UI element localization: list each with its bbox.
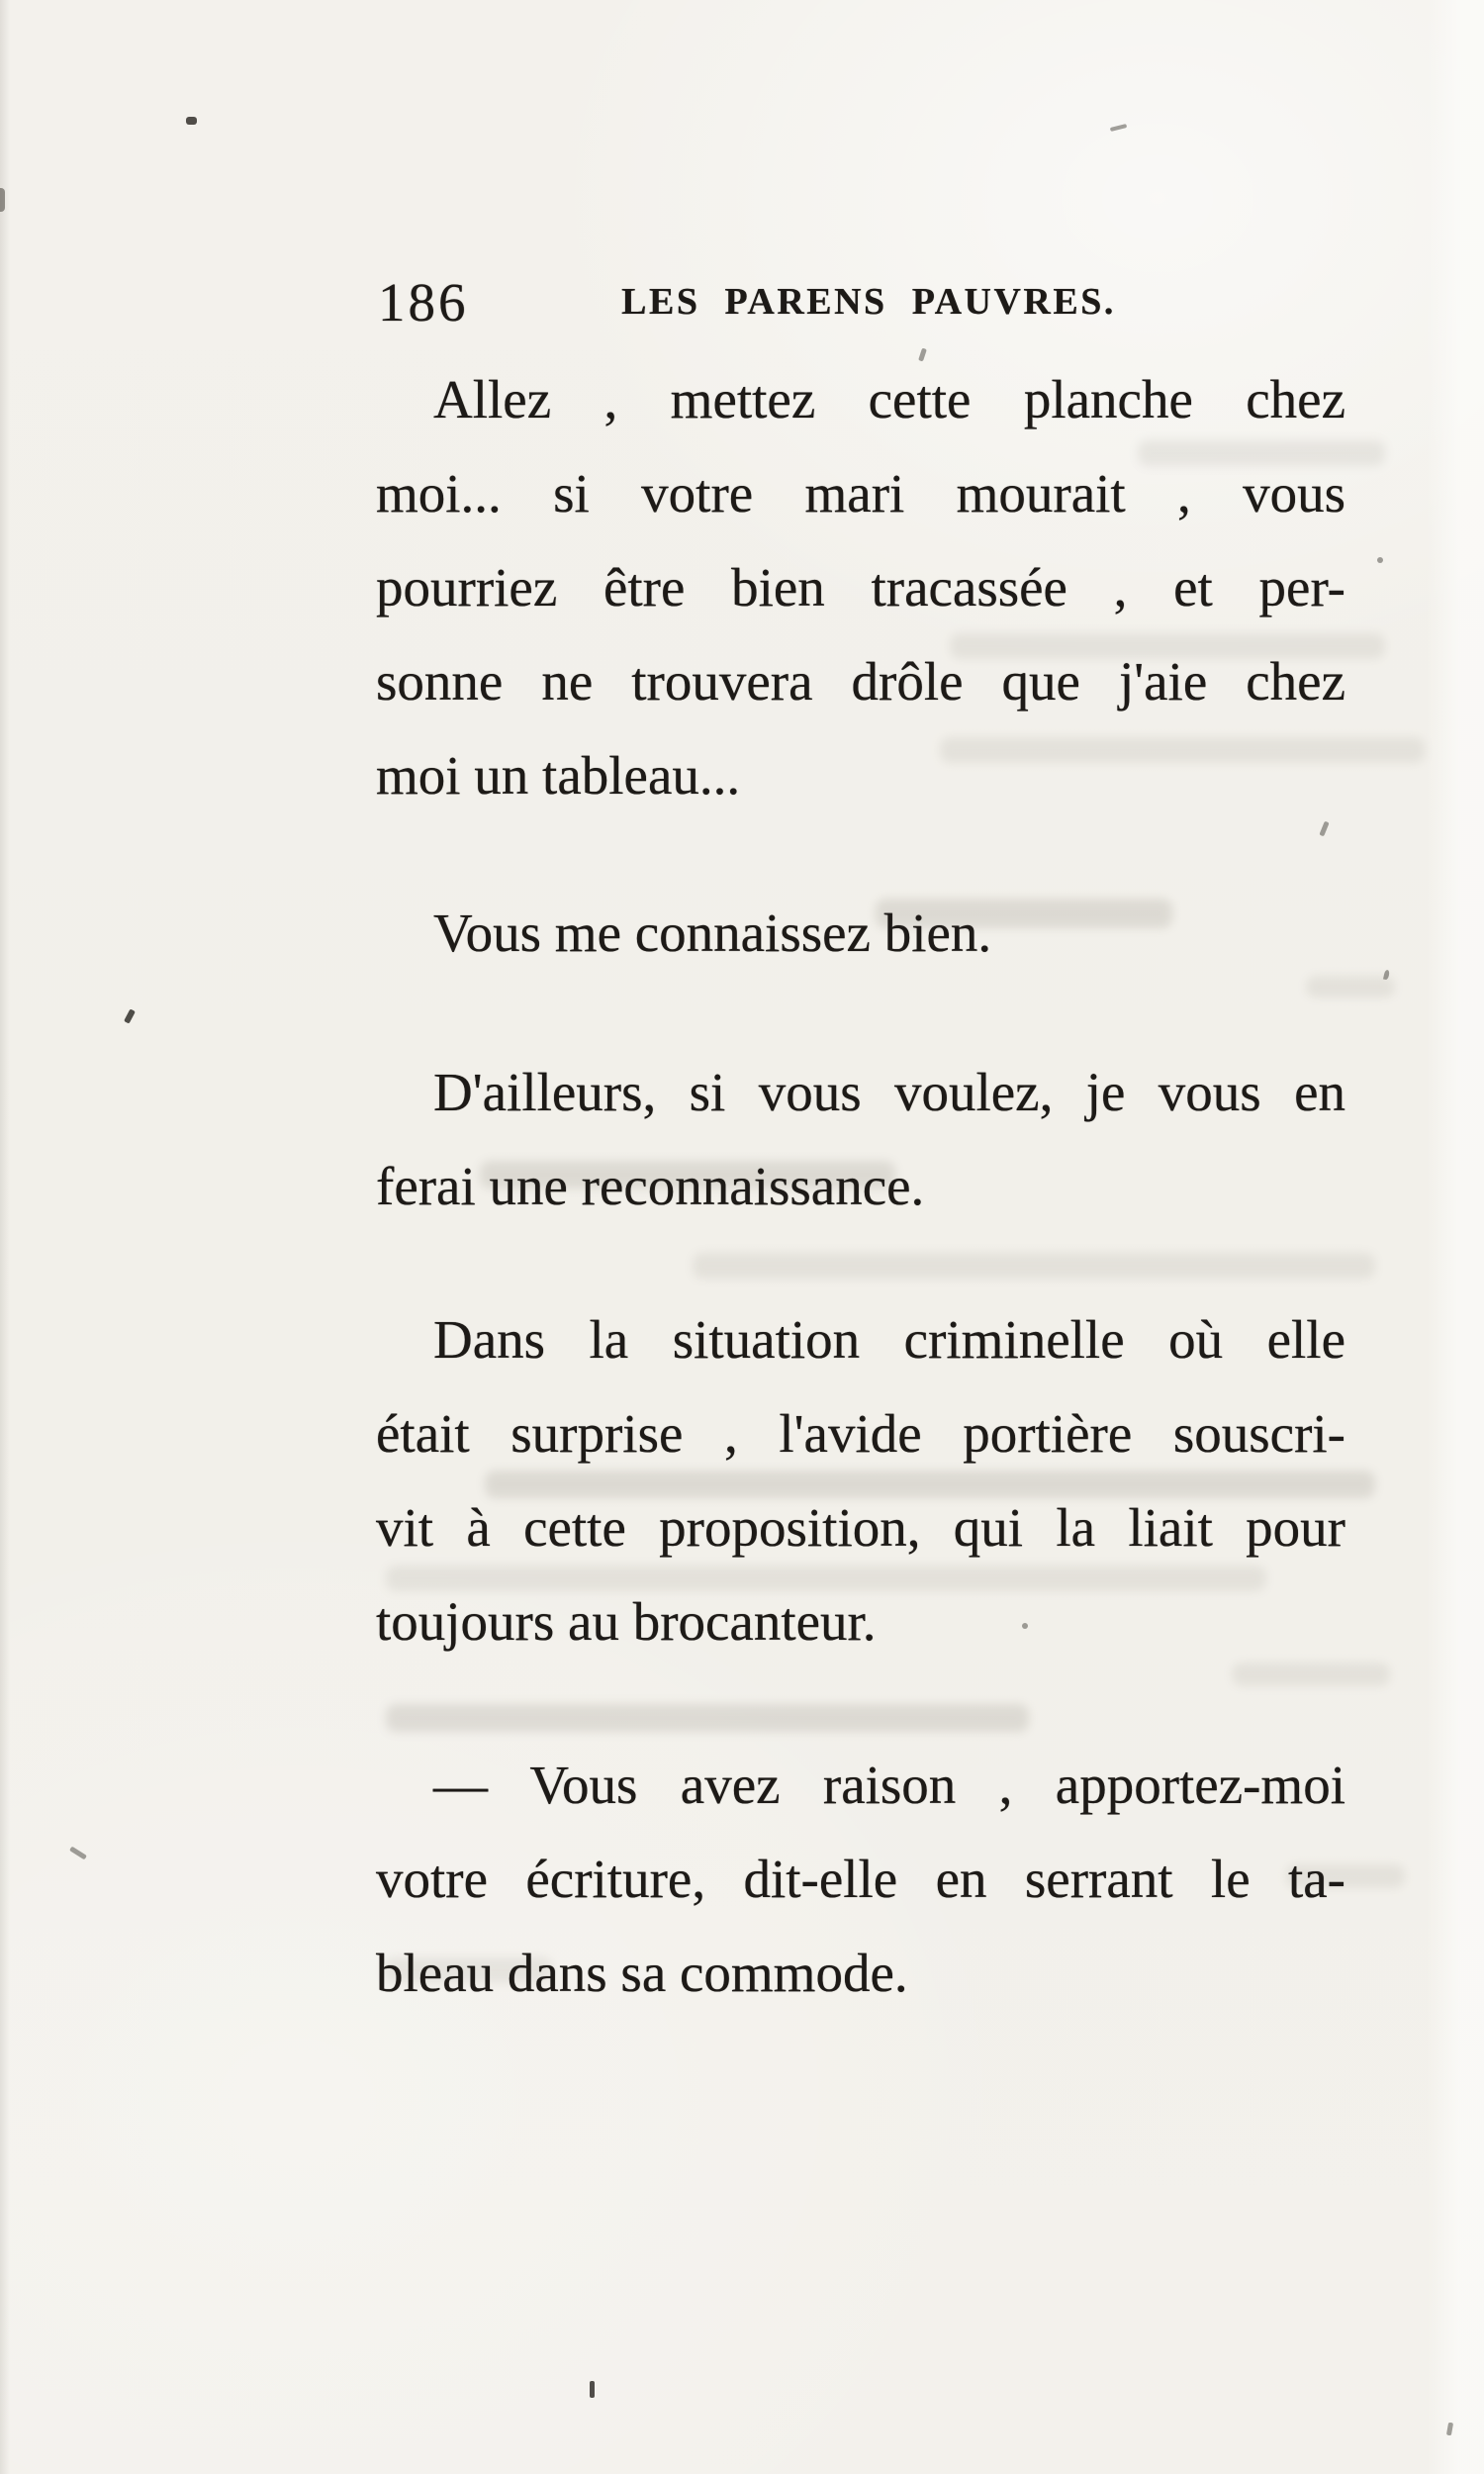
paragraph — [376, 1045, 1345, 1233]
paragraph — [376, 352, 1345, 822]
page-edge-highlight — [1427, 0, 1484, 2474]
scan-speck — [124, 1008, 136, 1023]
running-title: LES PARENS PAUVRES. — [621, 281, 1116, 323]
text-line: votre écriture, dit-elle en serrant le ta- — [376, 1849, 1345, 1909]
scan-speck — [1377, 557, 1383, 563]
page-edge-shadow — [0, 0, 10, 2474]
text-line: — Vous avez raison , apportez-moi — [433, 1755, 1345, 1815]
text-line: sonne ne trouvera drôle que j'aie chez — [376, 651, 1345, 712]
paragraph — [376, 886, 1345, 980]
text-line: moi... si votre mari mourait , vous — [376, 463, 1345, 523]
page-number: 186 — [378, 272, 469, 333]
text-line: moi un tableau... — [376, 745, 741, 806]
text-line: pourriez être bien tracassée , et per- — [376, 557, 1345, 618]
scan-edge-notch — [0, 188, 5, 212]
text-line: toujours au brocanteur. — [376, 1591, 877, 1652]
paragraph — [376, 1738, 1345, 2020]
text-line: bleau dans sa commode. — [376, 1943, 908, 2003]
text-line: Dans la situation criminelle où elle — [433, 1309, 1345, 1370]
paragraph — [376, 1292, 1345, 1668]
text-line: vit à cette proposition, qui la liait pour — [376, 1497, 1345, 1558]
text-line: ferai une reconnaissance. — [376, 1156, 925, 1216]
text-block — [376, 0, 1345, 2474]
scan-speck — [69, 1847, 87, 1860]
scan-speck — [186, 117, 197, 125]
text-line: Vous me connaissez bien. — [433, 903, 992, 963]
text-line: D'ailleurs, si vous voulez, je vous en — [433, 1062, 1345, 1122]
text-line: était surprise , l'avide portière souscri- — [376, 1403, 1345, 1464]
text-line: Allez , mettez cette planche chez — [433, 369, 1345, 429]
